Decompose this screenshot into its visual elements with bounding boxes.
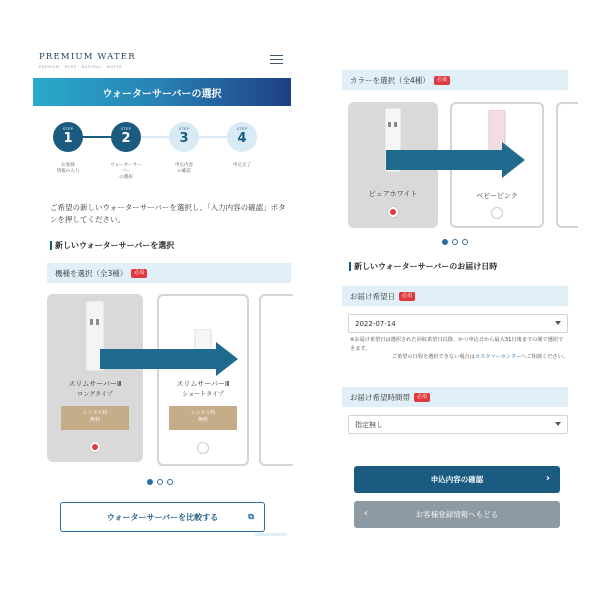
required-badge: 必須 <box>414 393 430 402</box>
chevron-left-icon: ‹ <box>364 508 368 519</box>
compare-servers-button[interactable]: ウォーターサーバーを比較する ⧉ <box>60 502 265 532</box>
chevron-right-icon: › <box>545 473 550 484</box>
color-carousel-dots <box>442 239 468 245</box>
carousel-dot[interactable] <box>452 239 458 245</box>
external-link-icon: ⧉ <box>248 512 254 521</box>
chevron-down-icon <box>555 422 561 426</box>
step-3-label: 申込内容 の確認 <box>175 163 193 174</box>
rent-badge: レンタル料 無料 <box>169 406 237 430</box>
left-screen <box>33 40 293 540</box>
page-title: ウォーターサーバーの選択 <box>33 78 291 106</box>
model-radio[interactable] <box>197 442 209 454</box>
required-badge: 必須 <box>131 269 147 278</box>
color-card-pure-white[interactable]: ピュアホワイト <box>348 102 438 228</box>
delivery-section-heading: 新しいウォーターサーバーのお届け日時 <box>354 262 498 271</box>
carousel-dot[interactable] <box>157 479 163 485</box>
color-radio[interactable] <box>491 207 503 219</box>
carousel-dot[interactable] <box>462 239 468 245</box>
carousel-dot[interactable] <box>442 239 448 245</box>
arrow-right-icon <box>386 142 526 178</box>
back-to-registration-button[interactable]: ‹ お客様登録情報へもどる <box>354 501 560 528</box>
color-card-third[interactable] <box>556 102 578 228</box>
carousel-dot[interactable] <box>167 479 173 485</box>
server-section-heading: 新しいウォーターサーバーを選択 <box>55 241 175 250</box>
step-2: STEP 2 <box>111 122 141 152</box>
step-4: STEP 4 <box>227 122 257 152</box>
delivery-time-label: お届け希望時間帯 必須 <box>342 387 568 407</box>
step-1: STEP 1 <box>53 122 83 152</box>
confirm-application-button[interactable]: 申込内容の確認 › <box>354 466 560 493</box>
brand-tagline: PREMIUM · PURE · NATURAL · WATER <box>39 65 123 69</box>
required-badge: 必須 <box>434 76 450 85</box>
customer-center-link[interactable]: カスタマーセンター <box>474 354 522 360</box>
color-radio-selected[interactable] <box>387 206 399 218</box>
scroll-indicator <box>255 533 287 536</box>
model-radio-selected[interactable] <box>89 441 101 453</box>
instruction-text: ご希望の新しいウォーターサーバーを選択し、「入力内容の確認」ボタンを押してください。 <box>50 203 286 224</box>
step-4-label: 申込完了 <box>233 163 251 168</box>
model-carousel-dots <box>147 479 173 485</box>
delivery-date-note: ※お届け希望日は選択された回収希望日以降、かつ申込日から最大31日後までの間で選択できます。 ご希望の日程を選択できない場合はカスタマーセンターへご相談ください。 <box>350 337 568 360</box>
model-card-slim-long[interactable]: スリムサーバーⅢ ロングタイプ レンタル料 無料 <box>47 294 143 462</box>
model-card-third[interactable] <box>259 294 293 466</box>
step-indicator <box>53 122 273 184</box>
chevron-down-icon <box>555 321 561 325</box>
hamburger-icon[interactable] <box>270 55 283 64</box>
step-3: STEP 3 <box>169 122 199 152</box>
model-select-label: 機種を選択（全3種） 必須 <box>47 263 291 283</box>
right-screen <box>342 70 578 540</box>
color-select-label: カラーを選択（全4種） 必須 <box>342 70 568 90</box>
delivery-time-select[interactable]: 指定無し <box>348 415 568 434</box>
model-card-slim-short[interactable]: スリムサーバーⅢ ショートタイプ レンタル料 無料 <box>157 294 249 466</box>
carousel-dot[interactable] <box>147 479 153 485</box>
step-2-label: ウォーターサー バー の選択 <box>110 163 142 180</box>
arrow-right-icon <box>100 342 240 376</box>
step-1-label: お客様 情報の入力 <box>56 163 80 174</box>
delivery-date-label: お届け希望日 必須 <box>342 286 568 306</box>
color-card-baby-pink[interactable]: ベビーピンク <box>450 102 544 228</box>
required-badge: 必須 <box>399 292 415 301</box>
rent-badge: レンタル料 無料 <box>61 406 129 430</box>
delivery-date-select[interactable]: 2022-07-14 <box>348 314 568 333</box>
brand-logo: PREMIUM WATER <box>39 52 136 62</box>
